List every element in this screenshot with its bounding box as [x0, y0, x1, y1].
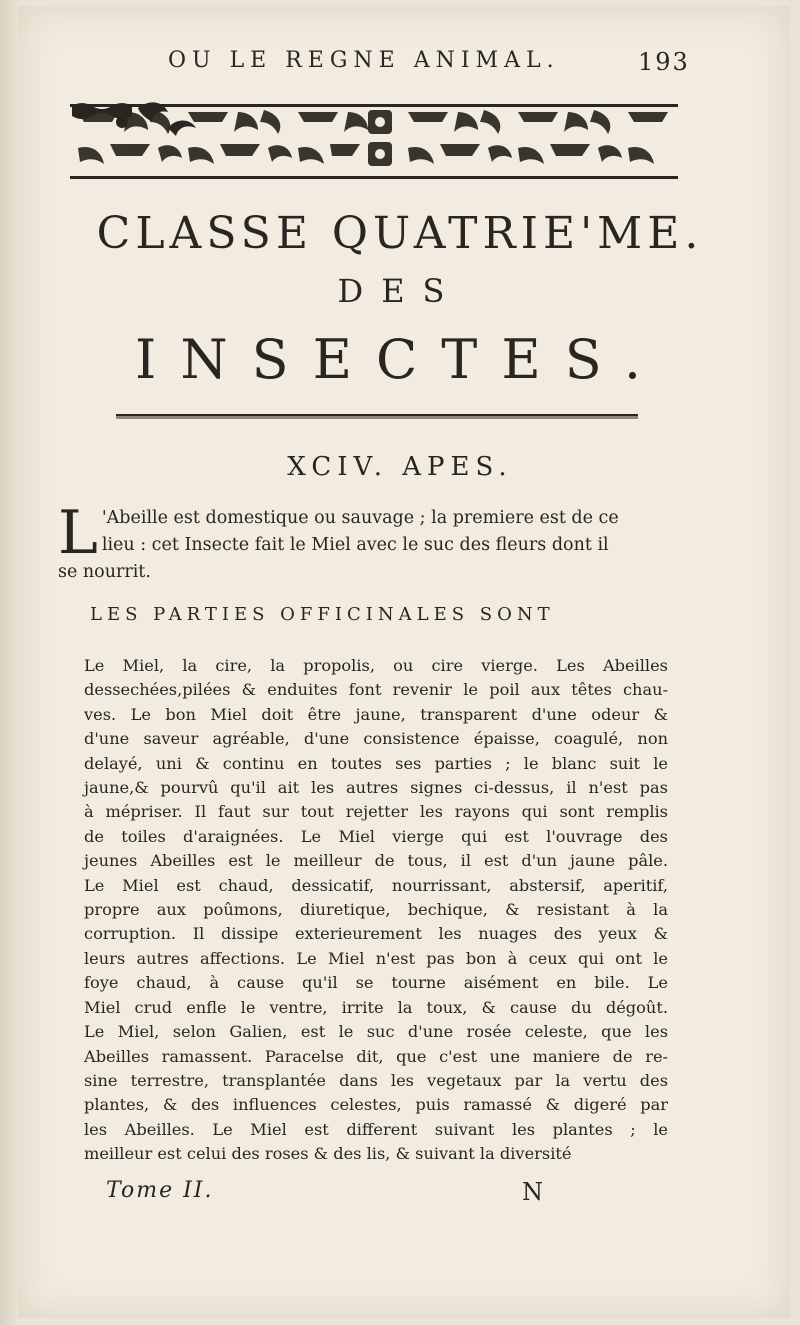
- class-title: CLASSE QUATRIE'ME.: [96, 208, 704, 259]
- section-heading: XCIV. APES.: [287, 452, 513, 482]
- body-line: Miel crud enfle le ventre, irrite la toux, & cause du dégoût.: [84, 997, 668, 1017]
- body-line: ves. Le bon Miel doit être jaune, transparent d'une odeur &: [84, 704, 668, 724]
- decorative-headpiece: [68, 98, 680, 184]
- body-line: propre aux poûmons, diuretique, bechique, & resistant à la: [84, 900, 668, 920]
- body-line: jeunes Abeilles est le meilleur de tous, il est d'un jaune pâle.: [84, 851, 668, 871]
- body-line: Le Miel, la cire, la propolis, ou cire vierge. Les Abeilles: [84, 656, 668, 675]
- intro-line: lieu : cet Insecte fait le Miel avec le suc des fleurs dont il: [101, 535, 609, 555]
- running-header: [0, 44, 800, 84]
- signature-mark: N: [522, 1178, 543, 1206]
- running-title: OU LE REGNE ANIMAL.: [168, 48, 560, 73]
- body-line: de toiles d'araignées. Le Miel vierge qui est l'ouvrage des: [84, 826, 668, 846]
- page-number: 193: [638, 48, 690, 76]
- intro-paragraph: [58, 498, 670, 586]
- volume-footer: Tome II.: [106, 1178, 214, 1203]
- body-line: Abeilles ramassent. Paracelse dit, que c'est une maniere de re-: [84, 1046, 668, 1066]
- intro-line: se nourrit.: [58, 562, 151, 582]
- body-line: jaune,& pourvû qu'il ait les autres signes ci-dessus, il n'est pas: [84, 778, 668, 798]
- body-line: foye chaud, à cause qu'il se tourne aisément en bile. Le: [84, 973, 668, 993]
- body-line: d'une saveur agréable, d'une consistence épaisse, coagulé, non: [84, 729, 668, 749]
- body-line: Le Miel, selon Galien, est le suc d'une rosée celeste, que les: [84, 1022, 668, 1042]
- body-line: delayé, uni & continu en toutes ses parties ; le blanc suit le: [84, 753, 668, 773]
- body-line: dessechées,pilées & enduites font revenir le poil aux têtes chau-: [84, 680, 668, 700]
- class-subtitle-des: DES: [337, 272, 463, 310]
- officinal-parts-heading: LES PARTIES OFFICINALES SONT: [90, 604, 555, 625]
- body-line: les Abeilles. Le Miel est different suivant les plantes ; le: [84, 1119, 668, 1139]
- body-line: plantes, & des influences celestes, puis ramassé & digeré par: [84, 1095, 668, 1115]
- body-line: Le Miel est chaud, dessicatif, nourrissant, abstersif, aperitif,: [84, 875, 668, 895]
- body-line: leurs autres affections. Le Miel n'est pas bon à ceux qui ont le: [84, 948, 668, 968]
- class-subtitle-insectes: INSECTES.: [135, 328, 665, 391]
- body-paragraph: [84, 654, 668, 1167]
- intro-line: 'Abeille est domestique ou sauvage ; la premiere est de ce: [101, 508, 619, 528]
- body-line: à mépriser. Il faut sur tout rejetter les rayons qui sont remplis: [84, 802, 668, 822]
- drop-cap: L: [58, 498, 98, 568]
- body-line: corruption. Il dissipe exterieurement les nuages des yeux &: [84, 924, 668, 944]
- body-line: sine terrestre, transplantée dans les vegetaux par la vertu des: [84, 1070, 668, 1090]
- double-rule-divider: [116, 414, 638, 419]
- body-line: meilleur est celui des roses & des lis, & suivant la diversité: [84, 1144, 572, 1164]
